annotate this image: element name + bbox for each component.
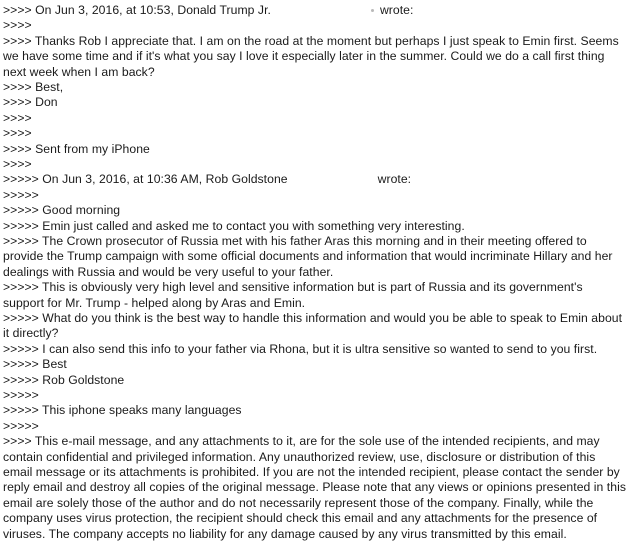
sign-off: >>>> Best, [3, 80, 64, 94]
signature: >>>> Don [3, 95, 58, 110]
sign-off: >>>>> Best [3, 357, 67, 372]
quote-line: >>>>> [3, 387, 39, 402]
original-header-wrote: wrote: [377, 172, 412, 187]
reply-header [3, 3, 627, 18]
signature: >>>>> Rob Goldstone [3, 372, 125, 387]
quote-line: >>>> [3, 156, 32, 171]
quote-line: >>>>> [3, 418, 39, 433]
quote-line: >>>> [3, 110, 32, 125]
message-paragraph: >>>>> The Crown prosecutor of Russia met with his father Aras this morning and in their meeting offered to provide the Trump campaign with some official documents and information that would incriminate Hillary and her dealings with Russia and would be very useful to your father. [3, 233, 613, 279]
message-line: >>>>> Emin just called and asked me to contact you with something very interesting. [3, 218, 465, 233]
original-header-text: >>>>> On Jun 3, 2016, at 10:36 AM, Rob Goldstone [3, 172, 288, 187]
sent-from-iphone: >>>> Sent from my iPhone [3, 141, 150, 156]
original-header [3, 172, 627, 187]
signature-tagline: >>>>> This iphone speaks many languages [3, 403, 242, 418]
reply-body: >>>> Thanks Rob I appreciate that. I am on the road at the moment but perhaps I just speak to Emin first. Seems we have some time and if it's what you say I love it especially later in the summer. Could we do a call first thing next week when I am back? [3, 33, 619, 79]
redaction-mark [371, 9, 374, 12]
quote-line: >>>> [3, 18, 32, 33]
message-line: >>>>> I can also send this info to your father via Rhona, but it is ultra sensitive so wanted to send to you first. [3, 341, 598, 356]
quote-line: >>>> [3, 126, 32, 141]
quote-line: >>>>> [3, 187, 39, 202]
email-document [3, 3, 627, 542]
message-paragraph: >>>>> This is obviously very high level and sensitive information but is part of Russia and its government's support for Mr. Trump - helped along by Aras and Emin. [3, 280, 583, 310]
disclaimer: >>>> This e-mail message, and any attachments to it, are for the sole use of the intended recipients, and may contain confidential and privileged information. Any unauthorized review, use, disclosure or distribution of this email message or its attachments is prohibited. If you are not the intended recipient, please contact the sender by reply email and destroy all copies of the original message. Please note that any views or opinions presented in this email are solely those of the author and do not necessarily represent those of the company. Finally, while the company uses virus protection, the recipient should check this email and any attachments for the presence of viruses. The company accepts no liability for any damage caused by any virus transmitted by this email. [3, 434, 626, 541]
greeting: >>>>> Good morning [3, 203, 121, 218]
reply-header-text: >>>> On Jun 3, 2016, at 10:53, Donald Trump Jr. [3, 3, 271, 17]
message-paragraph: >>>>> What do you think is the best way to handle this information and would you be able to speak to Emin about it directly? [3, 310, 623, 341]
reply-header-wrote: wrote: [379, 3, 414, 17]
